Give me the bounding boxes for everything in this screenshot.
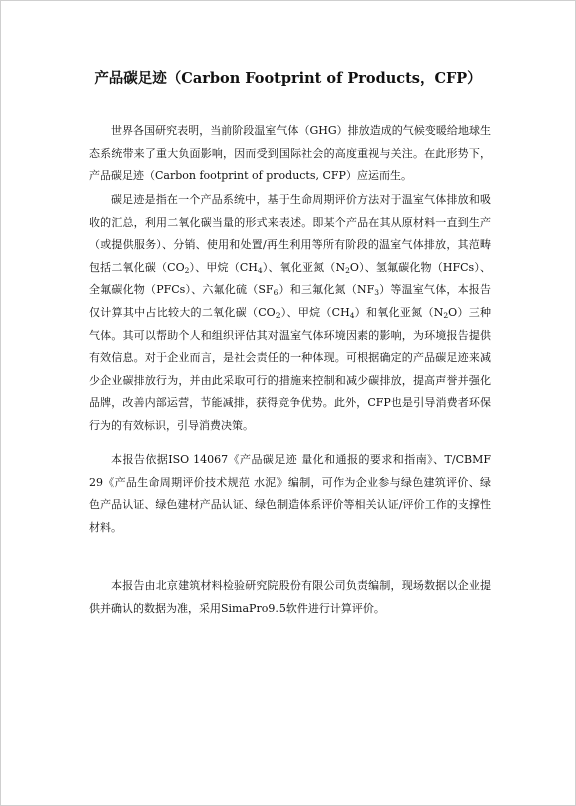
subscript: 4 [349, 310, 355, 320]
text-segment: ）和氧化亚氮（N [354, 305, 444, 319]
text-segment: ）、甲烷（CH [189, 260, 258, 274]
paragraph-standards-basis: 本报告依据ISO 14067《产品碳足迹 量化和通报的要求和指南》、T/CBMF 29《产品生命周期评价技术规范 水泥》编制，可作为企业参与绿色建筑评价、绿色产品认证、绿色建材产品认证、绿色制造体系评价等相关认证/评价工作的支撑性材料。 [89, 453, 491, 534]
paragraph-carbon-footprint-definition [89, 189, 491, 438]
paragraph-ghg-background: 世界各国研究表明，当前阶段温室气体（GHG）排放造成的气候变暖给地球生态系统带来了重大负面影响，因而受到国际社会的高度重视与关注。在此形势下，产品碳足迹（Carbon footprint of products, CFP）应运而生。 [89, 124, 491, 183]
subscript: 6 [273, 288, 279, 298]
text-segment: 碳足迹是指在一个产品系统中，基于生命周期评价方法对于温室气体排放和吸收的汇总，利用二氧化碳当量的形式来表述。即某个产品在其从原材料一直到生产（或提供服务）、分销、使用和处置/再生利用等所有阶段的温室气体排放，其范畴包括二氧化碳（CO [89, 193, 491, 274]
text-segment: ）、氧化亚氮（N [262, 260, 346, 274]
subscript: 4 [257, 265, 263, 275]
subscript: 2 [345, 265, 350, 275]
paragraph-report-author: 本报告由北京建筑材料检验研究院股份有限公司负责编制，现场数据以企业提供并确认的数据为准，采用SimaPro9.5软件进行计算评价。 [89, 579, 491, 615]
text-segment: ）等温室气体，本报告仅计算其中占比较大的二氧化碳（CO [89, 283, 492, 319]
subscript: 3 [374, 288, 379, 298]
text-segment: ）和三氟化氮（NF [278, 283, 375, 297]
text-segment: O）、氢氟碳化物（HFCs）、全氟碳化物（PFCs）、六氟化硫（SF [89, 260, 492, 297]
subscript: 2 [184, 265, 190, 275]
text-segment: ）、甲烷（CH [280, 305, 350, 319]
page-title: 产品碳足迹（Carbon Footprint of Products，CFP） [94, 70, 482, 87]
subscript: 2 [443, 310, 449, 320]
text-segment: O）三种气体。其可以帮助个人和组织评估其对温室气体环境因素的影响，为环境报告提供有效信息。对于企业而言，是社会责任的一种体现。可根据确定的产品碳足迹来减少企业碳排放行为，并由此采取可行的措施来控制和减少碳排放，提高声誉并强化品牌，改善内部运营，节能减排，获得竞争优势。此外，CFP也是引导消费者环保行为的有效标识，引导消费决策。 [89, 305, 492, 432]
subscript: 2 [275, 310, 281, 320]
